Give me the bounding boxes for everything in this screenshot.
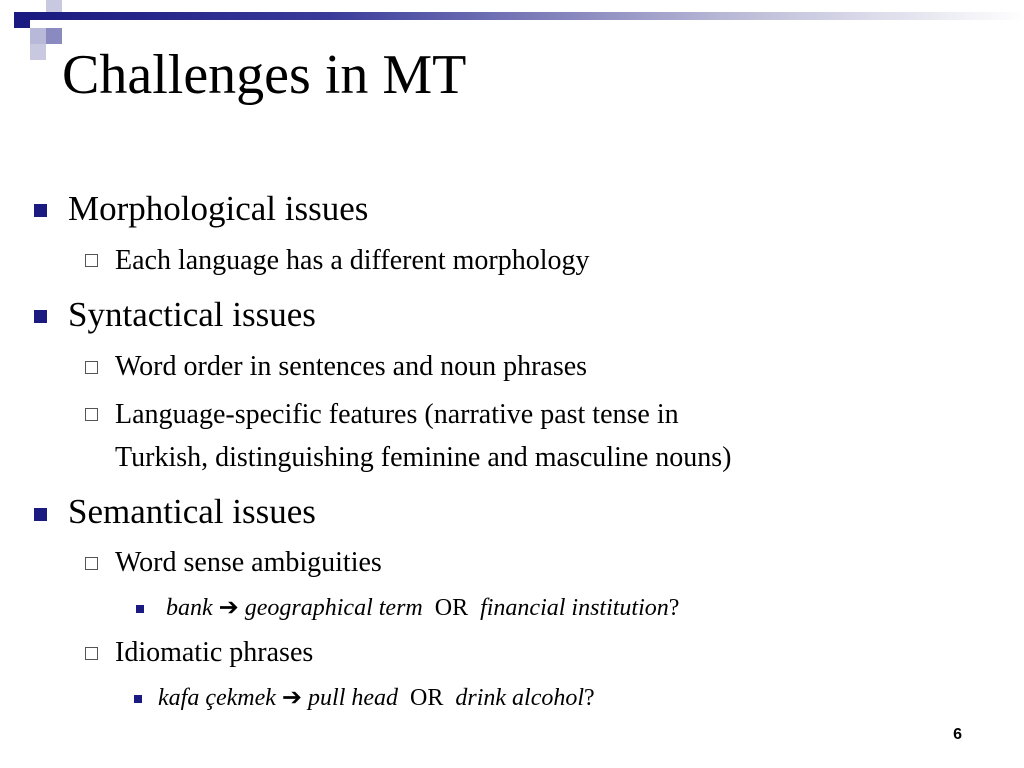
- example-or: OR: [410, 685, 444, 711]
- example-option2: financial institution: [480, 595, 669, 621]
- subbullet-idiomatic: Idiomatic phrases: [115, 637, 314, 668]
- subbullet-box-icon: [85, 647, 98, 660]
- subbullet-box-icon: [85, 408, 98, 421]
- subbullet-language-features-line2: Turkish, distinguishing feminine and masculine nouns): [115, 442, 732, 473]
- subbullet-word-order: Word order in sentences and noun phrases: [115, 351, 588, 382]
- subbullet-morphology: Each language has a different morphology: [115, 245, 590, 276]
- decor-square-light: [30, 28, 46, 44]
- example-bullet-icon: [134, 695, 142, 703]
- bullet-square-icon: [34, 310, 47, 323]
- decor-square-pale: [46, 0, 62, 12]
- subbullet-box-icon: [85, 254, 98, 267]
- example-term: kafa çekmek: [158, 685, 276, 711]
- bullet-semantical: Semantical issues: [68, 492, 316, 531]
- arrow-right-icon: ➔: [218, 595, 239, 621]
- example-question: ?: [668, 595, 680, 621]
- slide-title: Challenges in MT: [62, 44, 467, 106]
- bullet-syntactical: Syntactical issues: [68, 295, 316, 334]
- arrow-right-icon: ➔: [281, 685, 303, 711]
- page-number: 6: [953, 726, 962, 743]
- subbullet-word-sense: Word sense ambiguities: [115, 547, 382, 578]
- bullet-morphological: Morphological issues: [68, 189, 369, 228]
- example-question: ?: [584, 685, 595, 711]
- example-option2: drink alcohol: [455, 685, 585, 711]
- example-term: bank: [166, 595, 213, 621]
- decor-square-mid: [46, 28, 62, 44]
- example-or: OR: [434, 595, 469, 621]
- decor-square-navy: [14, 12, 30, 28]
- bullet-square-icon: [34, 204, 47, 217]
- title-accent-bar: [30, 12, 1024, 20]
- bullet-square-icon: [34, 508, 47, 521]
- subbullet-box-icon: [85, 361, 98, 374]
- example-kafa-cekmek: [158, 683, 595, 713]
- example-option1: geographical term: [244, 595, 423, 621]
- subbullet-box-icon: [85, 557, 98, 570]
- example-bullet-icon: [136, 605, 144, 613]
- example-bank: [166, 593, 679, 623]
- example-option1: pull head: [308, 685, 399, 711]
- subbullet-language-features-line1: Language-specific features (narrative past tense in: [115, 399, 679, 430]
- decor-square-light-2: [30, 44, 46, 60]
